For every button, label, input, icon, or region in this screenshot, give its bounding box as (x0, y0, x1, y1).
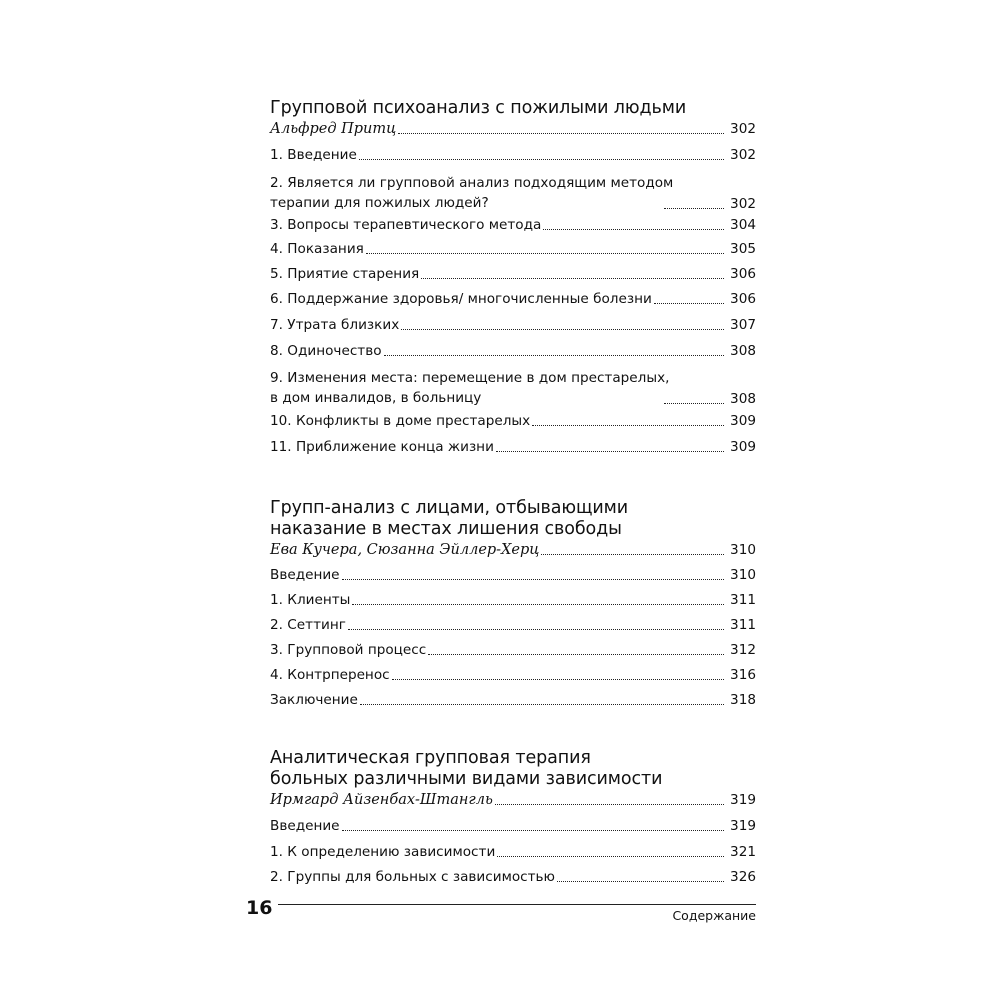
dot-leader (541, 554, 724, 555)
dot-leader (654, 303, 724, 304)
toc-entry[interactable]: 1. К определению зависимости 321 (270, 844, 756, 860)
page-number: 319 (730, 792, 756, 808)
toc-entry[interactable]: Введение 310 (270, 567, 756, 583)
toc-entry[interactable]: 5. Приятие старения 306 (270, 266, 756, 282)
toc-entry[interactable]: 8. Одиночество 308 (270, 343, 756, 359)
dot-leader (496, 451, 724, 452)
dot-leader (384, 355, 725, 356)
dot-leader (342, 579, 724, 580)
dot-leader (421, 278, 724, 279)
toc-entry[interactable]: Введение 319 (270, 818, 756, 834)
running-title: Содержание (672, 908, 756, 923)
toc-author-entry[interactable] (270, 791, 756, 809)
dot-leader (366, 253, 724, 254)
toc-entry[interactable]: 9. Изменения места: перемещение в дом престарелых, в дом инвалидов, в больницу 308 (270, 370, 756, 407)
dot-leader (497, 856, 724, 857)
toc-entry[interactable]: 10. Конфликты в доме престарелых 309 (270, 413, 756, 429)
dot-leader (342, 830, 724, 831)
page-number: 310 (730, 542, 756, 558)
dot-leader (392, 679, 724, 680)
dot-leader (532, 425, 724, 426)
toc-entry[interactable]: 2. Сеттинг 311 (270, 617, 756, 633)
toc-entry[interactable]: 3. Групповой процесс 312 (270, 642, 756, 658)
toc-entry[interactable]: 7. Утрата близких 307 (270, 317, 756, 333)
toc-entry[interactable]: 1. Клиенты 311 (270, 592, 756, 608)
dot-leader (557, 881, 724, 882)
toc-entry[interactable]: 2. Является ли групповой анализ подходящим методом терапии для пожилых людей? 302 (270, 175, 756, 212)
author-name: Альфред Притц (270, 121, 397, 137)
toc-entry[interactable]: 4. Показания 305 (270, 241, 756, 257)
dot-leader (401, 329, 724, 330)
author-name: Ева Кучера, Сюзанна Эйллер-Херц (270, 542, 540, 558)
toc-entry[interactable]: 2. Группы для больных с зависимостью 326 (270, 869, 756, 885)
dot-leader (352, 604, 724, 605)
dot-leader (664, 208, 724, 209)
section-title: Групповой психоанализ с пожилыми людьми (270, 98, 687, 118)
dot-leader (495, 804, 724, 805)
dot-leader (360, 704, 724, 705)
dot-leader (398, 133, 724, 134)
toc-entry[interactable]: 6. Поддержание здоровья/ многочисленные болезни 306 (270, 291, 756, 307)
author-name: Ирмгард Айзенбах-Штангль (270, 792, 493, 808)
section-title: Групп-анализ с лицами, отбывающими наказание в местах лишения свободы (270, 498, 629, 539)
toc-entry[interactable]: 4. Контрперенос 316 (270, 667, 756, 683)
toc-entry[interactable]: 3. Вопросы терапевтического метода 304 (270, 217, 756, 233)
toc-entry[interactable]: Заключение 318 (270, 692, 756, 708)
section-title: Аналитическая групповая терапия больных различными видами зависимости (270, 748, 663, 789)
dot-leader (428, 654, 724, 655)
page-number: 302 (730, 121, 756, 137)
dot-leader (664, 403, 724, 404)
toc-author-entry[interactable] (270, 541, 756, 559)
toc-entry[interactable]: 11. Приближение конца жизни 309 (270, 439, 756, 455)
toc-author-entry[interactable] (270, 120, 756, 138)
dot-leader (543, 229, 724, 230)
toc-entry[interactable]: 1. Введение 302 (270, 147, 756, 163)
dot-leader (348, 629, 724, 630)
dot-leader (359, 159, 724, 160)
footer-divider (278, 904, 756, 905)
footer-page-number: 16 (246, 897, 273, 919)
